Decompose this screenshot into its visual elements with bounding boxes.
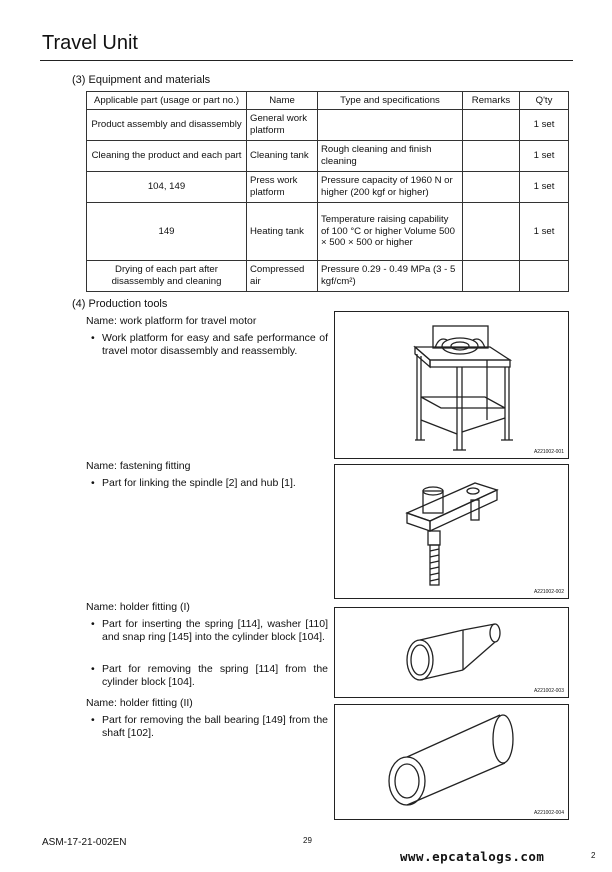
cell-part: Drying of each part after disassembly and cleaning [87,261,247,292]
holder-fitting-2-drawing [335,705,570,821]
cell-qty [520,261,569,292]
cell-remarks [463,261,520,292]
tool-name: Name: holder fitting (I) [86,601,190,613]
tool-bullet: • Part for linking the spindle [2] and hub [1]. [90,477,328,490]
title-divider [40,60,573,61]
tool-bullet: • Work platform for easy and safe performance of travel motor disassembly and reassembly. [90,332,328,359]
cell-qty: 1 set [520,203,569,261]
column-header: Remarks [463,92,520,110]
tool-name: Name: holder fitting (II) [86,697,193,709]
cell-remarks [463,110,520,141]
table-row [87,172,569,203]
tool-bullet: • Part for removing the ball bearing [149] from the shaft [102]. [90,714,328,741]
cell-qty: 1 set [520,141,569,172]
document-code: ASM-17-21-002EN [42,837,127,848]
figure-fastening-fitting [334,464,569,599]
figure-code: A221002-001 [533,449,564,455]
work-platform-drawing [335,312,570,460]
cell-spec: Pressure 0.29 - 0.49 MPa (3 - 5 kgf/cm²) [318,261,463,292]
cell-part: Cleaning the product and each part [87,141,247,172]
figure-holder-fitting-2 [334,704,569,820]
cell-part: 104, 149 [87,172,247,203]
table-row [87,203,569,261]
cell-qty: 1 set [520,172,569,203]
cell-remarks [463,141,520,172]
cell-spec: Temperature raising capability of 100 °C or higher Volume 500 × 500 × 500 or higher [318,203,463,261]
column-header: Q'ty [520,92,569,110]
cell-spec: Pressure capacity of 1960 N or higher (200 kgf or higher) [318,172,463,203]
table-row [87,261,569,292]
fastening-fitting-drawing [335,465,570,600]
figure-code: A221002-002 [533,589,564,595]
table-row [87,110,569,141]
equipment-table [86,91,569,292]
cell-spec [318,110,463,141]
figure-holder-fitting-1 [334,607,569,698]
tool-bullet: • Part for removing the spring [114] from the cylinder block [104]. [90,663,328,690]
tool-name: Name: work platform for travel motor [86,315,257,327]
cell-name: Compressed air [247,261,318,292]
page-title: Travel Unit [42,32,138,54]
watermark-link[interactable]: www.epcatalogs.com [400,849,545,864]
page-number: 29 [303,836,312,845]
cell-name: Cleaning tank [247,141,318,172]
production-tools-heading: (4) Production tools [72,298,168,310]
figure-code: A221002-004 [533,810,564,816]
cell-name: General work platform [247,110,318,141]
cell-name: Press work platform [247,172,318,203]
cell-name: Heating tank [247,203,318,261]
holder-fitting-1-drawing [335,608,570,699]
tool-bullet: • Part for inserting the spring [114], washer [110] and snap ring [145] into the cylinder block [104]. [90,618,328,645]
column-header: Name [247,92,318,110]
cell-remarks [463,172,520,203]
column-header: Applicable part (usage or part no.) [87,92,247,110]
column-header: Type and specifications [318,92,463,110]
table-header-row [87,92,569,110]
corner-page-number: 2 [591,851,596,860]
tool-name: Name: fastening fitting [86,460,191,472]
figure-work-platform [334,311,569,459]
cell-remarks [463,203,520,261]
cell-part: Product assembly and disassembly [87,110,247,141]
cell-spec: Rough cleaning and finish cleaning [318,141,463,172]
cell-qty: 1 set [520,110,569,141]
equipment-heading: (3) Equipment and materials [72,74,211,86]
table-row [87,141,569,172]
cell-part: 149 [87,203,247,261]
figure-code: A221002-003 [533,688,564,694]
